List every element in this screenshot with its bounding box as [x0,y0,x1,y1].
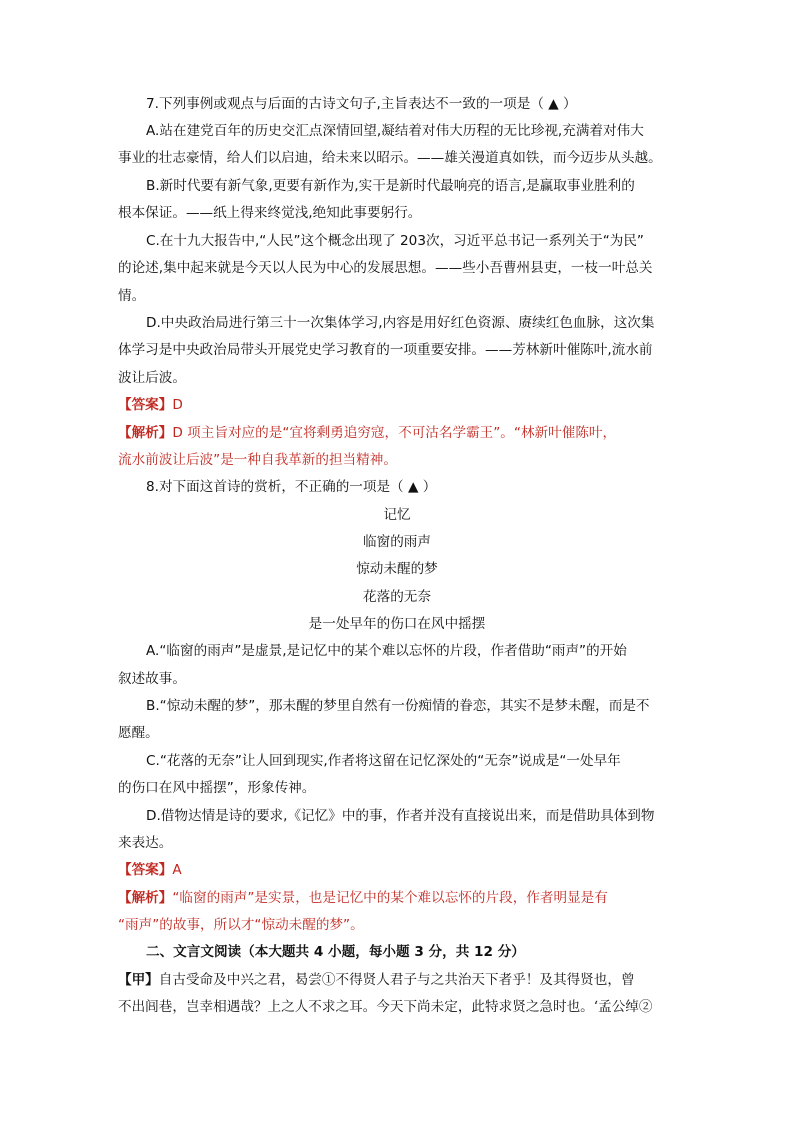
section-heading: 二、文言文阅读（本大题共 4 小题，每小题 3 分，共 12 分） [146,944,525,960]
q7-analysis-tag: 【解析】 [118,425,173,441]
q8-analysis-line1 [118,888,678,908]
q8-option-c-line2: 的伤口在风中摇摆”，形象传神。 [118,780,316,796]
poem-title: 记忆 [383,507,411,523]
jia-tag: 【甲】 [118,972,159,988]
jia-line1 [118,970,678,990]
q7-answer [118,395,678,415]
jia-text1: 自古受命及中兴之君，曷尝①不得贤人君子与之共治天下者乎！及其得贤也，曾 [158,972,635,988]
q8-answer-tag: 【答案】 [118,862,173,878]
poem-line-4: 是一处早年的伤口在风中摇摆 [308,616,486,632]
q8-stem: 8.对下面这首诗的赏析，不正确的一项是（ ▲ ） [146,479,437,495]
q8-option-a-line1: A.“临窗的雨声”是虚景,是记忆中的某个难以忘怀的片段，作者借助“雨声”的开始 [146,643,627,659]
q8-analysis-text1: “临窗的雨声”是实景，也是记忆中的某个难以忘怀的片段，作者明显是有 [172,890,608,906]
q7-analysis-line2: 流水前波让后波”是一种自我革新的担当精神。 [118,452,397,468]
jia-line2: 不出闾巷，岂幸相遇哉？上之人不求之耳。今天下尚未定，此特求贤之急时也。‘孟公绰② [118,999,653,1015]
q8-option-b-line2: 愿醒。 [118,725,159,741]
q7-option-a-line2: 事业的壮志豪情，给人们以启迪，给未来以昭示。——雄关漫道真如铁，而今迈步从头越。 [118,150,662,166]
q7-analysis-line1 [118,423,678,443]
q8-option-c-line1: C.“花落的无奈”让人回到现实,作者将这留在记忆深处的“无奈”说成是“一处早年 [146,753,621,769]
q7-answer-tag: 【答案】 [118,397,173,413]
poem-line-3: 花落的无奈 [363,589,431,605]
q8-answer-value: A [172,862,182,878]
q8-option-b-line1: B.“惊动未醒的梦”，那未醒的梦里自然有一份痴情的眷恋，其实不是梦未醒，而是不 [146,698,650,714]
q7-option-d-line3: 波让后波。 [118,370,186,386]
q8-option-d-line1: D.借物达情是诗的要求,《记忆》中的事，作者并没有直接说出来，而是借助具体到物 [146,808,655,824]
q8-analysis-tag: 【解析】 [118,890,173,906]
q8-option-a-line2: 叙述故事。 [118,671,186,687]
q7-option-c-line1: C.在十九大报告中,“人民”这个概念出现了 203次，习近平总书记一系列关于“为民” [146,233,644,249]
q7-answer-value: D [172,397,183,413]
q8-option-d-line2: 来表达。 [118,835,173,851]
q7-option-c-line3: 情。 [118,288,146,304]
poem-line-1: 临窗的雨声 [363,534,431,550]
q7-option-b-line2: 根本保证。——纸上得来终觉浅,绝知此事要躬行。 [118,205,422,221]
q7-option-d-line1: D.中央政治局进行第三十一次集体学习,内容是用好红色资源、赓续红色血脉，这次集 [146,315,655,331]
q7-analysis-text1: D 项主旨对应的是“宜将剩勇追穷寇，不可沽名学霸王”。“林新叶催陈叶， [172,425,617,441]
q7-option-a-line1: A.站在建党百年的历史交汇点深情回望,凝结着对伟大历程的无比珍视,充满着对伟大 [146,123,644,139]
poem-line-2: 惊动未醒的梦 [356,561,438,577]
q8-answer [118,860,678,880]
q7-stem: 7.下列事例或观点与后面的古诗文句子,主旨表达不一致的一项是（ ▲ ） [146,96,577,112]
q7-option-d-line2: 体学习是中央政治局带头开展党史学习教育的一项重要安排。——芳林新叶催陈叶,流水前 [118,342,653,358]
q8-analysis-line2: “雨声”的故事，所以才“惊动未醒的梦”。 [118,917,364,933]
q7-option-c-line2: 的论述,集中起来就是今天以人民为中心的发展思想。——些小吾曹州县吏，一枝一叶总关 [118,260,653,276]
q7-option-b-line1: B.新时代要有新气象,更要有新作为,实干是新时代最响亮的语言,是赢取事业胜利的 [146,178,635,194]
